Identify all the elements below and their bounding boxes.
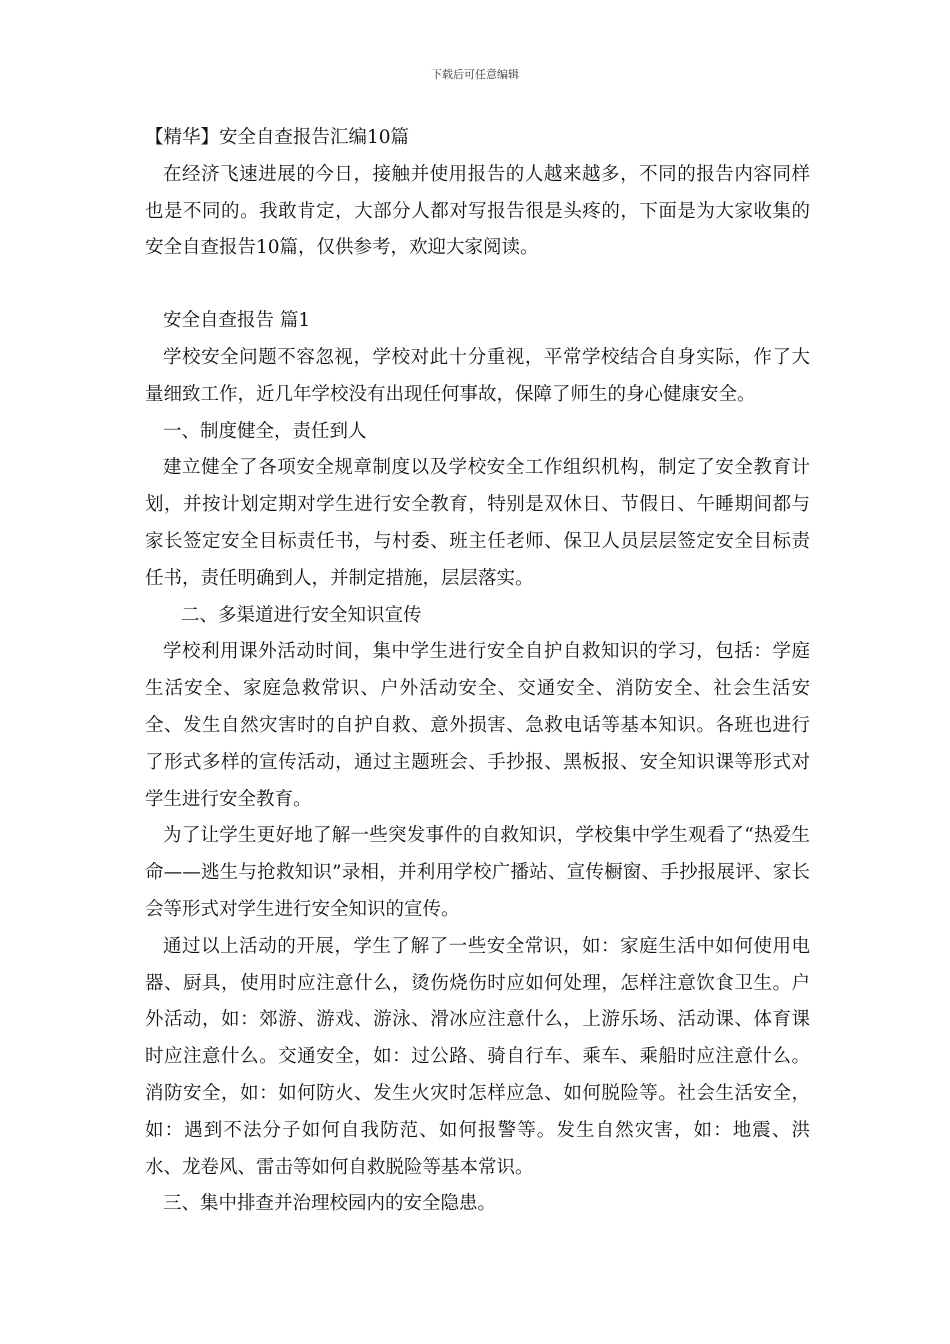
intro-paragraph: 在经济飞速进展的今日，接触并使用报告的人越来越多，不同的报告内容同样也是不同的。我敢肯定，大部分人都对写报告很是头疼的，下面是为大家收集的安全自查报告10篇，仅供参考，欢迎大家阅读。: [145, 163, 810, 259]
section-heading: 二、多渠道进行安全知识宣传: [181, 604, 422, 626]
paragraph: 为了让学生更好地了解一些突发事件的自救知识，学校集中学生观看了“热爱生命——逃生与抢救知识”录相，并利用学校广播站、宣传橱窗、手抄报展评、家长会等形式对学生进行安全知识的宣传。: [145, 825, 810, 920]
document-body: [145, 120, 810, 1223]
paragraph: 建立健全了各项安全规章制度以及学校安全工作组织机构，制定了安全教育计划，并按计划定期对学生进行安全教育，特别是双休日、节假日、午睡期间都与家长签定安全目标责任书，与村委、班主任老师、保卫人员层层签定安全目标责任书，责任明确到人，并制定措施，层层落实。: [145, 457, 810, 589]
paragraph: 通过以上活动的开展，学生了解了一些安全常识，如：家庭生活中如何使用电器、厨具，使用时应注意什么，烫伤烧伤时应如何处理，怎样注意饮食卫生。户外活动，如：郊游、游戏、游泳、滑冰应注意什么，上游乐场、活动课、体育课时应注意什么。交通安全，如：过公路、骑自行车、乘车、乘船时应注意什么。消防安全，如：如何防火、发生火灾时怎样应急、如何脱险等。社会生活安全，如：遇到不法分子如何自我防范、如何报警等。发生自然灾害，如：地震、洪水、龙卷风、雷击等如何自救脱险等基本常识。: [145, 935, 810, 1178]
header-note: 下载后可任意编辑: [431, 68, 519, 81]
paragraph: 学校利用课外活动时间，集中学生进行安全自护自救知识的学习，包括：学庭生活安全、家庭急救常识、户外活动安全、交通安全、消防安全、社会生活安全、发生自然灾害时的自护自救、意外损害、急救电话等基本知识。各班也进行了形式多样的宣传活动，通过主题班会、手抄报、黑板报、安全知识课等形式对学生进行安全教育。: [145, 641, 810, 810]
chapter-title: 安全自查报告 篇1: [163, 310, 311, 332]
section-heading: 一、制度健全，责任到人: [163, 420, 367, 442]
document-title: 【精华】安全自查报告汇编10篇: [145, 127, 410, 148]
paragraph: 学校安全问题不容忽视，学校对此十分重视，平常学校结合自身实际，作了大量细致工作，近几年学校没有出现任何事故，保障了师生的身心健康安全。: [145, 346, 810, 405]
section-heading: 三、集中排查并治理校园内的安全隐患。: [163, 1193, 497, 1215]
